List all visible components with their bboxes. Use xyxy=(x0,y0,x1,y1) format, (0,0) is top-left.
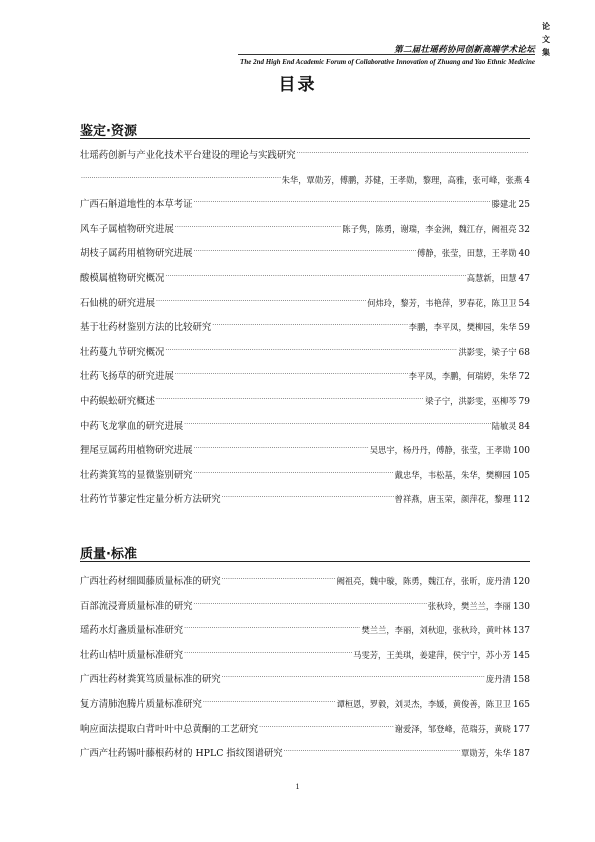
toc-entry-page: 4 xyxy=(524,175,530,186)
toc-entry-title: 响应面法提取白背叶叶中总黄酮的工艺研究 xyxy=(80,723,259,735)
toc-leader-dots xyxy=(184,642,352,658)
toc-entry-page: 79 xyxy=(518,397,530,407)
toc-entry-page: 68 xyxy=(518,347,530,358)
toc-leader-dots xyxy=(175,363,408,379)
toc-entry-page: 187 xyxy=(512,749,530,760)
toc-entry-authors: 高慧新，田慧 xyxy=(466,273,517,283)
toc-entry[interactable] xyxy=(80,363,530,383)
toc-leader-dots xyxy=(165,265,465,281)
running-header-en: The 2nd High End Academic Forum of Collaborative Innovation of Zhuang and Yao Ethnic Medicine xyxy=(240,58,535,66)
toc-entry-page: 84 xyxy=(518,421,530,432)
toc-entry-title: 石仙桃的研究进展 xyxy=(80,297,156,309)
toc-entry-page: 32 xyxy=(518,224,530,235)
toc-entry-title: 广西壮药材粪箕笃质量标准的研究 xyxy=(80,674,221,686)
section-rule xyxy=(80,138,530,139)
toc-entry-title: 壮药粪箕笃的显微鉴别研究 xyxy=(80,469,193,481)
seal-char: 集 xyxy=(542,47,550,57)
toc-leader-dots xyxy=(184,617,360,633)
toc-entry[interactable] xyxy=(80,339,530,358)
proceedings-seal xyxy=(540,20,552,59)
toc-entry-authors: 曾祥燕，唐玉荣，颜萍花，黎理 xyxy=(394,494,511,505)
toc-entry-title: 胡枝子属药用植物研究进展 xyxy=(80,248,193,260)
toc-entry[interactable] xyxy=(80,142,530,161)
toc-entry-authors: 庞丹清 xyxy=(485,674,511,685)
toc-entry-authors: 傅静，张莹，田慧，王孝勋 xyxy=(416,248,517,259)
section-heading: 鉴定·资源 xyxy=(80,124,137,139)
toc-leader-dots xyxy=(297,142,529,158)
toc-leader-dots xyxy=(222,486,394,502)
toc-leader-dots xyxy=(212,314,407,330)
toc-entry-authors: 马雯芳，王美琪，姜建萍，侯宁宁，苏小芳 xyxy=(353,649,511,660)
toc-leader-dots xyxy=(81,167,281,183)
toc-leader-dots xyxy=(222,568,336,584)
toc-entry-page: 158 xyxy=(512,675,530,686)
toc-entry-page: 130 xyxy=(512,601,530,612)
toc-entry[interactable] xyxy=(80,413,530,432)
seal-char: 论 xyxy=(542,21,550,31)
toc-leader-dots xyxy=(165,339,457,355)
toc-entry-page: 25 xyxy=(518,200,530,211)
toc-entry-title: 壮瑶药创新与产业化技术平台建设的理论与实践研究 xyxy=(80,150,296,161)
section-rule xyxy=(80,561,530,562)
toc-entry-page: 105 xyxy=(512,470,530,481)
seal-char: 文 xyxy=(542,34,550,44)
toc-entry[interactable] xyxy=(80,691,530,710)
toc-entry-page: 40 xyxy=(518,249,530,260)
toc-leader-dots xyxy=(203,691,336,707)
toc-entry[interactable] xyxy=(80,568,530,587)
toc-entry[interactable] xyxy=(80,617,530,637)
toc-entry-title: 基于壮药材鉴别方法的比较研究 xyxy=(80,322,212,334)
toc-entry-title: 瑶药水灯盏质量标准研究 xyxy=(80,625,184,637)
toc-entry-title: 中药飞龙掌血的研究进展 xyxy=(80,420,184,432)
toc-entry-authors: 张秋玲，樊兰兰，李丽 xyxy=(427,600,511,611)
toc-leader-dots xyxy=(156,388,424,404)
toc-leader-dots xyxy=(156,290,366,306)
toc-entry-title: 壮药飞扬草的研究进展 xyxy=(80,371,174,383)
toc-entry[interactable] xyxy=(80,437,530,457)
toc-entry[interactable] xyxy=(80,716,530,735)
toc-leader-dots xyxy=(194,593,427,609)
toc-entry-page: 54 xyxy=(518,298,530,309)
toc-leader-dots xyxy=(194,437,369,453)
toc-entry-authors: 李平凤，李鹏，何瑞婷，朱华 xyxy=(408,371,517,382)
toc-leader-dots xyxy=(184,413,491,429)
page-number: 1 xyxy=(295,782,300,791)
toc-entry-page: 165 xyxy=(512,700,530,710)
toc-entry[interactable] xyxy=(80,388,530,407)
toc-leader-dots xyxy=(222,666,485,682)
header-rule xyxy=(238,54,535,55)
toc-entry[interactable] xyxy=(80,167,530,186)
toc-entry-title: 广西石斛道地性的本草考证 xyxy=(80,199,193,211)
toc-entry-title: 风车子属植物研究进展 xyxy=(80,223,174,235)
toc-entry[interactable] xyxy=(80,462,530,481)
toc-entry-authors: 谭桓恩，罗毅，刘灵杰，李媛，黄俊善，陈卫卫 xyxy=(336,699,511,709)
toc-entry-title: 广西产壮药锡叶藤根药材的 HPLC 指纹图谱研究 xyxy=(80,748,283,760)
toc-entry[interactable] xyxy=(80,265,530,284)
toc-entry-title: 壮药竹节蓼定性定量分析方法研究 xyxy=(80,494,221,506)
toc-entry-title: 复方清肺泡腾片质量标准研究 xyxy=(80,699,202,710)
toc-entry[interactable] xyxy=(80,740,530,760)
toc-entry[interactable] xyxy=(80,191,530,211)
toc-leader-dots xyxy=(259,716,394,732)
toc-entry-authors: 李鹏，李平凤，樊柳园，朱华 xyxy=(408,322,517,333)
toc-leader-dots xyxy=(194,240,416,256)
toc-entry-authors: 朱华，覃勋芳，傅鹏，苏健，王孝勋，黎理，高雅，张可峰，张燕 xyxy=(281,174,523,185)
toc-entry-authors: 陈子隽，陈勇，谢瑞，李金洲，魏江存，阙祖亮 xyxy=(342,223,517,234)
toc-entry-title: 壮药蔓九节研究概况 xyxy=(80,346,165,358)
toc-entry-authors: 阙祖亮，魏中璇，陈勇，魏江存，张昕，庞丹清 xyxy=(336,576,511,586)
toc-entry-page: 59 xyxy=(518,323,530,334)
toc-entry-title: 壮药山桔叶质量标准研究 xyxy=(80,649,184,661)
toc-entry[interactable] xyxy=(80,314,530,334)
toc-entry-page: 100 xyxy=(512,446,530,457)
toc-entry-authors: 何炜玲，黎芳，韦艳萍，罗春花，陈卫卫 xyxy=(367,297,517,308)
toc-entry[interactable] xyxy=(80,593,530,612)
page-title: 目录 xyxy=(278,75,317,95)
toc-entry-title: 酸模属植物研究概况 xyxy=(80,273,165,284)
toc-entry-page: 112 xyxy=(512,495,530,506)
toc-entry[interactable] xyxy=(80,216,530,235)
toc-entry-page: 177 xyxy=(512,724,530,735)
toc-entry-authors: 滕建北 xyxy=(491,199,517,210)
toc-leader-dots xyxy=(194,191,491,207)
toc-entry-page: 72 xyxy=(518,372,530,383)
toc-leader-dots xyxy=(284,740,460,756)
toc-entry[interactable] xyxy=(80,486,530,506)
toc-entry-authors: 洪影雯，梁子宁 xyxy=(458,346,517,357)
toc-entry-authors: 戴忠华，韦松基，朱华，樊柳园 xyxy=(394,469,511,480)
toc-entry[interactable] xyxy=(80,290,530,309)
toc-entry-authors: 樊兰兰，李丽，刘秋迎，张秋玲，黄叶林 xyxy=(361,625,511,636)
toc-leader-dots xyxy=(194,462,394,478)
toc-entry[interactable] xyxy=(80,642,530,661)
toc-leader-dots xyxy=(175,216,342,232)
toc-entry-page: 120 xyxy=(512,577,530,587)
toc-entry-title: 广西壮药材细圆藤质量标准的研究 xyxy=(80,576,221,587)
toc-entry-page: 47 xyxy=(518,274,530,284)
toc-entry-authors: 吴思宇，杨丹丹，傅静，张莹，王孝勋 xyxy=(369,445,511,456)
toc-entry[interactable] xyxy=(80,666,530,686)
toc-entry-title: 百部流浸膏质量标准的研究 xyxy=(80,600,193,612)
toc-entry-page: 145 xyxy=(512,650,530,661)
toc-entry-authors: 陆敏灵 xyxy=(491,420,517,431)
toc-entry-authors: 谢爱泽，邹登峰，范瑞芬，黄晓 xyxy=(394,723,511,734)
toc-entry[interactable] xyxy=(80,240,530,260)
toc-entry-page: 137 xyxy=(512,626,530,637)
toc-entry-authors: 覃勋芳，朱华 xyxy=(461,748,511,759)
toc-entry-title: 中药蜈蚣研究概述 xyxy=(80,396,156,407)
running-header-cn: 第二届壮瑶药协同创新高端学术论坛 xyxy=(394,45,535,55)
section-heading: 质量·标准 xyxy=(80,547,137,562)
toc-entry-title: 狸尾豆属药用植物研究进展 xyxy=(80,445,193,457)
toc-entry-authors: 梁子宁，洪影雯，巫柳芩 xyxy=(425,396,517,406)
